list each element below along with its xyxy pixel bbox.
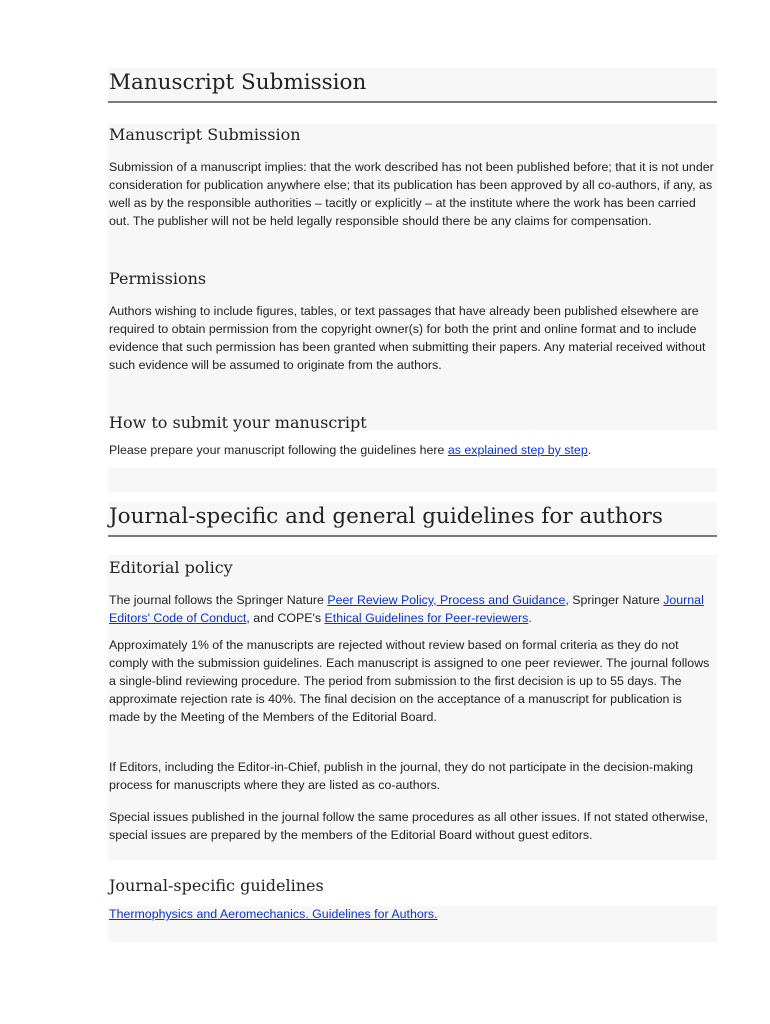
journal-specific-heading: Journal-specific guidelines xyxy=(109,876,324,895)
journal-guidelines-link[interactable]: Thermophysics and Aeromechanics. Guidelines for Authors. xyxy=(109,907,438,921)
step-by-step-link[interactable]: as explained step by step xyxy=(447,443,588,457)
how-text: Please prepare your manuscript following the guidelines here xyxy=(109,443,448,457)
subtitle-manuscript-submission: Manuscript Submission xyxy=(109,125,301,144)
submission-paragraph: Submission of a manuscript implies: that the work described has not been published before; that it is not under consideration for publication anywhere else; that its publication has been approved by all co-authors, if any, as well as by the responsible authorities – tacitly or explicitly – at the institute where the work has been carried out. The publisher will not be held legally responsible should there be any claims for compensation. xyxy=(109,160,714,228)
spacer-band xyxy=(108,468,717,492)
journal-guidelines-paragraph xyxy=(109,906,715,924)
permissions-heading: Permissions xyxy=(109,269,207,288)
how-to-submit-paragraph xyxy=(109,442,715,460)
policy-paragraph-4: Special issues published in the journal follow the same procedures as all other issues. If not stated otherwise, special issues are prepared by the members of the Editorial Board without guest editors. xyxy=(109,810,709,842)
policy-paragraph-1 xyxy=(109,592,715,628)
guidelines-title: Journal-specific and general guidelines for authors xyxy=(109,504,663,529)
policy-text: . xyxy=(528,610,532,625)
title-rule xyxy=(108,101,717,103)
cope-guidelines-link[interactable]: Ethical Guidelines for Peer-reviewers xyxy=(324,610,529,625)
editors-code-link[interactable]: Journal Editors' Code of Conduct xyxy=(109,593,704,625)
how-text-end: . xyxy=(587,443,592,457)
peer-review-policy-link[interactable]: Peer Review Policy, Process and Guidance xyxy=(327,593,566,607)
policy-text: , Springer Nature xyxy=(565,593,664,607)
policy-paragraph-2: Approximately 1% of the manuscripts are rejected without review based on formal criteria as they do not comply with the submission guidelines. Each manuscript is assigned to one peer reviewer. The journal follows a single-blind reviewing procedure. The period from submission to the first decision is up to 55 days. The approximate rejection rate is 40%. The final decision on the acceptance of a manuscript for publication is made by the Meeting of the Members of the Editorial Board. xyxy=(109,638,710,724)
permissions-paragraph: Authors wishing to include figures, tables, or text passages that have already been published elsewhere are required to obtain permission from the copyright owner(s) for both the print and online format and to include evidence that such permission has been granted when submitting their papers. Any material received without such evidence will be assumed to originate from the authors. xyxy=(109,304,706,372)
how-to-submit-heading: How to submit your manuscript xyxy=(109,413,367,432)
policy-text: The journal follows the Springer Nature xyxy=(109,593,328,607)
editorial-policy-heading: Editorial policy xyxy=(109,558,233,577)
policy-paragraph-3: If Editors, including the Editor-in-Chief, publish in the journal, they do not participate in the decision-making process for manuscripts where they are listed as co-authors. xyxy=(109,760,694,792)
page-title: Manuscript Submission xyxy=(109,70,367,95)
guidelines-rule xyxy=(108,535,717,537)
policy-text: , and COPE's xyxy=(246,610,325,625)
